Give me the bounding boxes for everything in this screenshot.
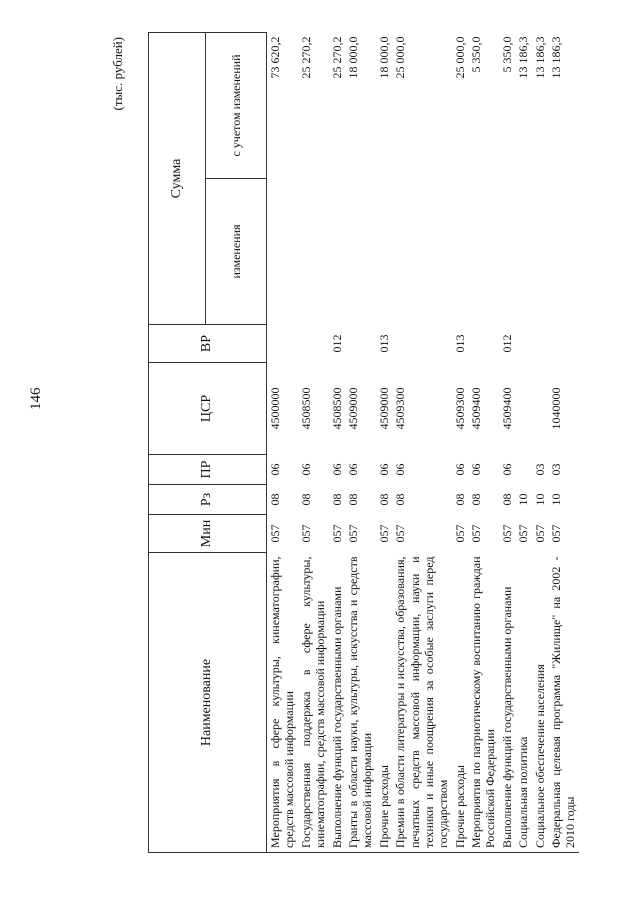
table-row: [515, 33, 531, 853]
row-pr: 03: [532, 463, 547, 476]
row-min: 057: [329, 524, 344, 543]
row-changes: [298, 179, 329, 325]
row-min: 057: [268, 524, 282, 543]
row-csr: 4508500: [329, 387, 344, 430]
row-min: 057: [499, 524, 514, 543]
header-csr: ЦСР: [149, 363, 267, 455]
row-vr: 012: [499, 334, 514, 353]
row-vr: [468, 325, 499, 363]
row-rz: 08: [345, 493, 360, 506]
page-number: 146: [28, 387, 44, 410]
row-min: 057: [549, 524, 564, 543]
row-vr: [298, 325, 329, 363]
row-pr: 06: [376, 463, 391, 476]
table-row: [532, 33, 548, 853]
row-total: 5 350,0: [499, 36, 514, 73]
row-changes: [345, 179, 376, 325]
row-vr: [548, 325, 579, 363]
row-pr: 06: [499, 463, 514, 476]
row-min: 057: [345, 524, 360, 543]
row-csr: 4509000: [376, 387, 391, 430]
row-changes: [329, 179, 345, 325]
row-min: 057: [376, 524, 391, 543]
units-label: (тыс. рублей): [110, 37, 125, 111]
table-row: [329, 33, 345, 853]
budget-page: [110, 33, 628, 853]
row-total: 13 186,3: [549, 36, 564, 79]
row-vr: [267, 325, 298, 363]
header-pr: ПР: [149, 455, 267, 485]
row-total: 13 186,3: [532, 36, 547, 79]
row-name: Прочие расходы: [452, 553, 468, 853]
row-total: 73 620,2: [268, 36, 282, 79]
row-csr: 4509400: [499, 387, 514, 430]
row-changes: [548, 179, 579, 325]
header-min: Мин: [149, 515, 267, 553]
table-row: [468, 33, 499, 853]
row-pr: 06: [469, 463, 484, 476]
row-name: Выполнение функций государственными органами: [329, 553, 345, 853]
row-min: 057: [298, 524, 313, 543]
row-rz: 10: [549, 493, 564, 506]
row-changes: [532, 179, 548, 325]
row-pr: 03: [549, 463, 564, 476]
row-total: 25 270,2: [298, 36, 313, 79]
row-rz: 08: [329, 493, 344, 506]
table-row: [267, 33, 298, 853]
row-vr: [532, 325, 548, 363]
row-min: 057: [469, 524, 484, 543]
row-total: 18 000,0: [376, 36, 391, 79]
row-vr: [515, 325, 531, 363]
row-pr: 06: [268, 463, 282, 476]
row-csr: [532, 363, 548, 455]
row-csr: 4508500: [298, 387, 313, 430]
row-vr: 012: [329, 334, 344, 353]
row-name: Прочие расходы: [376, 553, 392, 853]
row-changes: [267, 179, 298, 325]
row-name: Выполнение функций государственными органами: [499, 553, 515, 853]
row-changes: [468, 179, 499, 325]
header-name: Наименование: [149, 553, 267, 853]
row-total: 25 270,2: [329, 36, 344, 79]
row-min: 057: [393, 524, 408, 543]
row-changes: [452, 179, 468, 325]
table-row: [392, 33, 452, 853]
row-name: Федеральная целевая программа "Жилище" на 2002 - 2010 годы: [548, 553, 579, 853]
row-csr: 1040000: [549, 387, 564, 430]
row-csr: 4500000: [268, 387, 282, 430]
row-changes: [499, 179, 515, 325]
row-name: Мероприятия в сфере культуры, кинематографии, средств массовой информации: [267, 553, 298, 853]
row-name: Социальное обеспечение населения: [532, 553, 548, 853]
row-csr: [515, 363, 531, 455]
row-pr: 06: [393, 463, 408, 476]
header-sum: Сумма: [149, 33, 206, 325]
row-name: Гранты в области науки, культуры, искусства и средств массовой информации: [345, 553, 376, 853]
row-changes: [515, 179, 531, 325]
row-name: Социальная политика: [515, 553, 531, 853]
row-min: 057: [532, 524, 547, 543]
row-total: 5 350,0: [469, 36, 484, 73]
row-changes: [392, 179, 452, 325]
row-rz: 10: [516, 493, 531, 506]
row-pr: 06: [345, 463, 360, 476]
row-total: 25 000,0: [393, 36, 408, 79]
row-total: 25 000,0: [452, 36, 467, 79]
table-row: [548, 33, 579, 853]
row-pr: 06: [298, 463, 313, 476]
row-csr: 4509300: [393, 387, 408, 430]
row-total: 13 186,3: [516, 36, 531, 79]
budget-table: [148, 32, 579, 853]
row-pr: 06: [329, 463, 344, 476]
row-vr: 013: [376, 334, 391, 353]
row-rz: 08: [393, 493, 408, 506]
table-row: [376, 33, 392, 853]
row-rz: 08: [376, 493, 391, 506]
row-pr: 06: [452, 463, 467, 476]
row-name: Премии в области литературы и искусства, образования, печатных средств массовой информации, науки и техники и иные поощрения за особые заслуги перед государством: [392, 553, 452, 853]
table-header: [149, 33, 267, 853]
row-csr: 4509300: [452, 387, 467, 430]
header-changes: изменения: [206, 179, 267, 325]
header-with-changes: с учетом изменений: [206, 33, 267, 179]
header-rz: Рз: [149, 485, 267, 515]
row-pr: [515, 455, 531, 485]
row-vr: [392, 325, 452, 363]
row-rz: 08: [499, 493, 514, 506]
header-vr: ВР: [149, 325, 267, 363]
row-rz: 08: [469, 493, 484, 506]
row-total: 18 000,0: [345, 36, 360, 79]
row-min: 057: [516, 524, 531, 543]
table-body: [267, 33, 579, 853]
table-row: [298, 33, 329, 853]
table-row: [452, 33, 468, 853]
row-min: 057: [452, 524, 467, 543]
row-vr: 013: [452, 334, 467, 353]
row-changes: [376, 179, 392, 325]
row-rz: 08: [298, 493, 313, 506]
row-rz: 08: [268, 493, 282, 506]
row-csr: 4509000: [345, 387, 360, 430]
table-row: [499, 33, 515, 853]
row-name: Государственная поддержка в сфере культуры, кинематографии, средств массовой информации: [298, 553, 329, 853]
row-rz: 08: [452, 493, 467, 506]
row-vr: [345, 325, 376, 363]
row-csr: 4509400: [469, 387, 484, 430]
row-name: Мероприятия по патриотическому воспитанию граждан Российской Федерации: [468, 553, 499, 853]
table-row: [345, 33, 376, 853]
row-rz: 10: [532, 493, 547, 506]
